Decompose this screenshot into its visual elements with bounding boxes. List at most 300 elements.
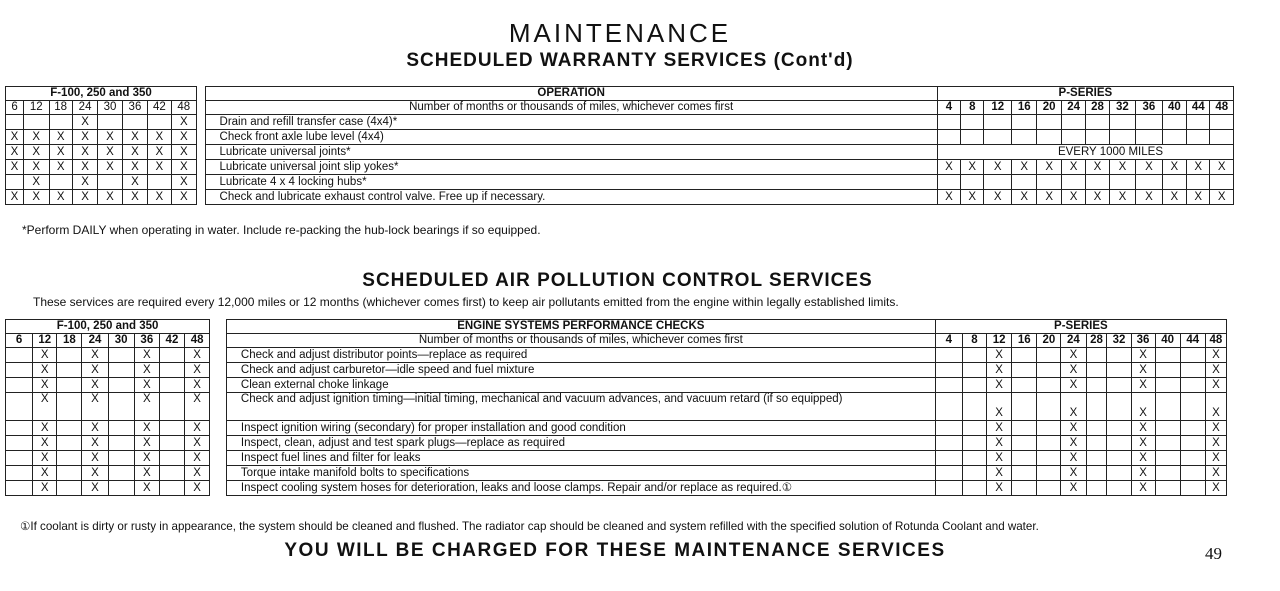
table-cell (1086, 348, 1107, 363)
table-cell: X (82, 466, 108, 481)
table-cell (122, 115, 147, 130)
pollution-left-col-header: 30 (108, 334, 134, 348)
check-label: Inspect cooling system hoses for deterioration, leaks and loose clamps. Repair and/or replace as required.① (226, 481, 935, 496)
pollution-footnote: ①If coolant is dirty or rusty in appearance, the system should be cleaned and flushed. The radiator cap should be cleaned and system refilled with the specified solution of Rotunda Coolant and water. (20, 520, 1039, 533)
table-cell: X (1187, 190, 1210, 205)
table-cell: X (1109, 190, 1136, 205)
pollution-left-col-header: 12 (33, 334, 57, 348)
table-cell: X (33, 451, 57, 466)
table-cell (1180, 421, 1205, 436)
table-cell (1012, 378, 1037, 393)
table-cell: X (185, 421, 210, 436)
table-cell (1037, 378, 1061, 393)
table-cell (1155, 393, 1180, 421)
table-cell (1155, 436, 1180, 451)
table-cell (984, 115, 1012, 130)
table-cell (6, 393, 33, 421)
table-cell: X (6, 160, 24, 175)
check-label: Inspect, clean, adjust and test spark plugs—replace as required (226, 436, 935, 451)
footer-charge-notice: YOU WILL BE CHARGED FOR THESE MAINTENANCE SERVICES (284, 540, 946, 561)
table-cell: X (49, 160, 72, 175)
table-cell (159, 466, 184, 481)
table-cell (6, 378, 33, 393)
table-cell (1107, 436, 1131, 451)
table-row (6, 160, 1234, 175)
table-cell: X (24, 160, 49, 175)
table-cell: X (1037, 190, 1061, 205)
pollution-section-title: SCHEDULED AIR POLLUTION CONTROL SERVICES (362, 270, 873, 291)
table-cell (49, 175, 72, 190)
table-cell: X (134, 348, 159, 363)
table-cell (57, 363, 82, 378)
table-cell: X (1205, 466, 1226, 481)
table-cell (108, 481, 134, 496)
table-cell (148, 175, 171, 190)
table-cell (57, 436, 82, 451)
table-cell: X (6, 145, 24, 160)
table-cell: X (72, 190, 97, 205)
table-cell (6, 436, 33, 451)
warranty-right-col-header: 8 (961, 101, 984, 115)
table-row (6, 481, 1227, 496)
table-row (6, 436, 1227, 451)
table-cell (1107, 348, 1131, 363)
table-cell (962, 348, 986, 363)
table-cell: X (148, 145, 171, 160)
table-cell (1162, 130, 1186, 145)
table-cell (1012, 436, 1037, 451)
table-cell (937, 175, 960, 190)
table-cell (1086, 451, 1107, 466)
table-cell: X (1131, 393, 1155, 421)
warranty-right-col-header: 20 (1037, 101, 1061, 115)
table-cell (57, 451, 82, 466)
table-cell: X (171, 160, 197, 175)
table-cell (962, 378, 986, 393)
table-cell: X (1109, 160, 1136, 175)
table-cell: X (6, 190, 24, 205)
pollution-left-col-header: 6 (6, 334, 33, 348)
table-cell: X (122, 145, 147, 160)
table-cell: X (24, 130, 49, 145)
table-cell (962, 421, 986, 436)
warranty-right-col-header: 4 (937, 101, 960, 115)
pollution-left-group-header: F-100, 250 and 350 (6, 320, 210, 334)
table-cell (108, 451, 134, 466)
table-row (6, 115, 1234, 130)
table-cell (1107, 393, 1131, 421)
check-label: Inspect fuel lines and filter for leaks (226, 451, 935, 466)
table-cell (1012, 466, 1037, 481)
table-cell (57, 348, 82, 363)
pollution-right-col-header: 48 (1205, 334, 1226, 348)
table-cell: X (1061, 436, 1086, 451)
check-label: Torque intake manifold bolts to specifications (226, 466, 935, 481)
table-cell: X (82, 451, 108, 466)
table-cell (1012, 393, 1037, 421)
table-cell (935, 393, 962, 421)
warranty-op-header: OPERATION (205, 87, 937, 101)
check-label: Clean external choke linkage (226, 378, 935, 393)
table-cell (1037, 421, 1061, 436)
warranty-left-col-header: 48 (171, 101, 197, 115)
table-cell: X (122, 175, 147, 190)
table-cell (1109, 115, 1136, 130)
table-cell: X (984, 160, 1012, 175)
table-cell (1180, 363, 1205, 378)
table-cell (1037, 481, 1061, 496)
table-cell (1187, 130, 1210, 145)
pollution-right-col-header: 20 (1037, 334, 1061, 348)
table-cell: X (1131, 348, 1155, 363)
table-cell: X (1086, 160, 1109, 175)
table-cell (1086, 115, 1109, 130)
table-cell: X (24, 175, 49, 190)
table-cell: X (1012, 190, 1037, 205)
pollution-left-col-header: 24 (82, 334, 108, 348)
pollution-left-col-header: 42 (159, 334, 184, 348)
table-cell: X (1131, 421, 1155, 436)
table-cell: X (82, 421, 108, 436)
table-cell: X (987, 378, 1012, 393)
table-cell (108, 378, 134, 393)
warranty-footnote: *Perform DAILY when operating in water. Include re-packing the hub-lock bearings if so equipped. (22, 223, 541, 237)
table-cell: X (987, 436, 1012, 451)
warranty-right-group-header: P-SERIES (937, 87, 1233, 101)
pollution-op-subheader: Number of months or thousands of miles, whichever comes first (226, 334, 935, 348)
table-cell (1180, 393, 1205, 421)
table-cell: X (1061, 421, 1086, 436)
table-cell: X (82, 363, 108, 378)
pollution-right-col-header: 4 (935, 334, 962, 348)
table-cell (962, 436, 986, 451)
table-cell (1180, 348, 1205, 363)
table-cell: X (185, 436, 210, 451)
table-cell: X (1210, 190, 1234, 205)
table-cell (108, 393, 134, 421)
table-cell (1061, 130, 1085, 145)
table-cell: X (82, 393, 108, 421)
table-cell: X (937, 190, 960, 205)
table-cell (98, 175, 122, 190)
table-row (6, 466, 1227, 481)
table-cell: X (185, 393, 210, 421)
table-cell (1037, 393, 1061, 421)
table-cell: X (1061, 190, 1085, 205)
table-row (6, 393, 1227, 421)
warranty-right-col-header: 12 (984, 101, 1012, 115)
table-cell (98, 115, 122, 130)
table-cell (1012, 348, 1037, 363)
table-cell: X (1086, 190, 1109, 205)
table-cell: X (98, 145, 122, 160)
table-cell: X (987, 363, 1012, 378)
operation-label: Lubricate universal joint slip yokes* (205, 160, 937, 175)
table-cell (57, 481, 82, 496)
table-cell: X (134, 436, 159, 451)
table-cell: X (148, 190, 171, 205)
table-cell (1136, 115, 1163, 130)
table-cell: X (134, 363, 159, 378)
table-cell (1107, 481, 1131, 496)
table-cell (1180, 481, 1205, 496)
table-cell: X (1131, 466, 1155, 481)
table-cell: X (1131, 436, 1155, 451)
table-cell (1136, 175, 1163, 190)
table-row (6, 190, 1234, 205)
table-cell (1180, 378, 1205, 393)
pollution-left-col-header: 36 (134, 334, 159, 348)
table-cell: X (33, 466, 57, 481)
table-cell: X (33, 348, 57, 363)
table-cell (1012, 481, 1037, 496)
warranty-left-col-header: 36 (122, 101, 147, 115)
table-cell (159, 451, 184, 466)
table-cell: X (1131, 378, 1155, 393)
pollution-op-header: ENGINE SYSTEMS PERFORMANCE CHECKS (226, 320, 935, 334)
warranty-left-group-header: F-100, 250 and 350 (6, 87, 197, 101)
table-cell (937, 115, 960, 130)
table-cell (935, 436, 962, 451)
pollution-right-col-header: 24 (1061, 334, 1086, 348)
table-cell: X (33, 421, 57, 436)
table-cell (1086, 378, 1107, 393)
pollution-right-col-header: 16 (1012, 334, 1037, 348)
table-cell: X (72, 175, 97, 190)
table-cell (1107, 363, 1131, 378)
warranty-right-col-header: 36 (1136, 101, 1163, 115)
operation-label: Lubricate universal joints* (205, 145, 937, 160)
table-cell: X (82, 348, 108, 363)
table-cell (159, 393, 184, 421)
table-cell: X (987, 393, 1012, 421)
table-cell: X (122, 190, 147, 205)
table-cell (1061, 175, 1085, 190)
table-cell (159, 436, 184, 451)
table-cell (1037, 451, 1061, 466)
table-cell (935, 481, 962, 496)
operation-label: Check and lubricate exhaust control valve. Free up if necessary. (205, 190, 937, 205)
table-cell (1187, 115, 1210, 130)
pollution-right-col-header: 28 (1086, 334, 1107, 348)
table-cell (1107, 466, 1131, 481)
table-cell (1061, 115, 1085, 130)
table-cell: X (33, 436, 57, 451)
warranty-table (5, 86, 1234, 205)
pollution-left-col-header: 48 (185, 334, 210, 348)
warranty-right-col-header: 48 (1210, 101, 1234, 115)
table-cell (1180, 466, 1205, 481)
table-cell (1210, 130, 1234, 145)
table-cell (1162, 115, 1186, 130)
table-row (6, 175, 1234, 190)
table-cell (1155, 348, 1180, 363)
table-cell (1109, 175, 1136, 190)
table-cell: X (33, 363, 57, 378)
warranty-right-col-header: 32 (1109, 101, 1136, 115)
table-cell: X (987, 348, 1012, 363)
warranty-left-col-header: 30 (98, 101, 122, 115)
table-cell: X (148, 160, 171, 175)
table-cell: X (33, 393, 57, 421)
table-cell (159, 378, 184, 393)
table-cell: X (1210, 160, 1234, 175)
warranty-right-col-header: 24 (1061, 101, 1085, 115)
table-cell (1155, 363, 1180, 378)
table-cell (159, 421, 184, 436)
table-cell: X (148, 130, 171, 145)
table-row (6, 130, 1234, 145)
pollution-right-col-header: 32 (1107, 334, 1131, 348)
table-cell (961, 175, 984, 190)
table-cell (49, 115, 72, 130)
table-cell (1037, 175, 1061, 190)
table-cell (57, 421, 82, 436)
table-cell (961, 130, 984, 145)
table-cell: X (961, 190, 984, 205)
table-cell: X (1131, 363, 1155, 378)
table-cell (935, 421, 962, 436)
table-cell (1107, 378, 1131, 393)
table-row (6, 363, 1227, 378)
pollution-right-col-header: 12 (987, 334, 1012, 348)
table-cell (1155, 466, 1180, 481)
table-cell: X (1205, 481, 1226, 496)
table-cell (1155, 421, 1180, 436)
table-cell (962, 481, 986, 496)
table-cell (935, 363, 962, 378)
table-cell (24, 115, 49, 130)
table-cell (1012, 115, 1037, 130)
table-cell: X (987, 466, 1012, 481)
table-cell: X (122, 130, 147, 145)
table-cell: X (1061, 451, 1086, 466)
table-cell: X (98, 130, 122, 145)
table-cell: X (1205, 421, 1226, 436)
table-cell (1109, 130, 1136, 145)
warranty-left-col-header: 12 (24, 101, 49, 115)
warranty-right-col-header: 16 (1012, 101, 1037, 115)
table-cell: X (1205, 393, 1226, 421)
table-cell: X (1187, 160, 1210, 175)
table-cell: X (1205, 348, 1226, 363)
table-cell (1037, 115, 1061, 130)
table-cell: X (1205, 378, 1226, 393)
warranty-left-col-header: 24 (72, 101, 97, 115)
table-cell: X (1162, 160, 1186, 175)
pollution-right-col-header: 40 (1155, 334, 1180, 348)
check-label: Check and adjust carburetor—idle speed and fuel mixture (226, 363, 935, 378)
table-cell (57, 466, 82, 481)
table-cell (1086, 481, 1107, 496)
table-cell: X (33, 378, 57, 393)
table-cell (984, 175, 1012, 190)
table-cell: X (1205, 436, 1226, 451)
table-cell (57, 378, 82, 393)
table-cell: X (1061, 466, 1086, 481)
table-cell (1180, 436, 1205, 451)
table-cell: X (49, 130, 72, 145)
pollution-left-col-header: 18 (57, 334, 82, 348)
table-cell: X (72, 145, 97, 160)
warranty-left-col-header: 42 (148, 101, 171, 115)
table-cell (1086, 363, 1107, 378)
table-cell: X (98, 190, 122, 205)
table-cell: X (1131, 451, 1155, 466)
table-cell (1037, 466, 1061, 481)
pollution-right-col-header: 36 (1131, 334, 1155, 348)
table-cell: X (1037, 160, 1061, 175)
table-cell: X (984, 190, 1012, 205)
warranty-section-title: SCHEDULED WARRANTY SERVICES (Cont'd) (406, 50, 854, 71)
table-cell: X (1061, 363, 1086, 378)
table-cell (1187, 175, 1210, 190)
check-label: Inspect ignition wiring (secondary) for proper installation and good condition (226, 421, 935, 436)
table-cell: X (1012, 160, 1037, 175)
table-cell (935, 466, 962, 481)
table-cell (6, 451, 33, 466)
table-cell (108, 436, 134, 451)
table-cell: X (1136, 190, 1163, 205)
table-cell: X (987, 451, 1012, 466)
table-cell: X (171, 130, 197, 145)
table-cell (1107, 421, 1131, 436)
table-cell: X (134, 451, 159, 466)
table-cell: X (1205, 363, 1226, 378)
table-row (6, 378, 1227, 393)
table-cell: X (987, 421, 1012, 436)
table-cell: X (82, 378, 108, 393)
table-cell (1210, 115, 1234, 130)
table-cell: X (72, 130, 97, 145)
table-cell (108, 363, 134, 378)
table-cell (935, 451, 962, 466)
table-cell (1162, 175, 1186, 190)
table-cell: X (82, 436, 108, 451)
warranty-right-col-header: 44 (1187, 101, 1210, 115)
table-row (6, 421, 1227, 436)
table-cell (1012, 363, 1037, 378)
table-cell: X (171, 190, 197, 205)
table-cell: X (1061, 348, 1086, 363)
table-cell (159, 363, 184, 378)
table-cell: X (82, 481, 108, 496)
table-cell: X (24, 145, 49, 160)
table-cell: X (185, 348, 210, 363)
table-cell: X (1131, 481, 1155, 496)
check-label: Check and adjust ignition timing—initial timing, mechanical and vacuum advances, and vacuum retard (if so equipped) (226, 393, 935, 421)
table-cell (937, 130, 960, 145)
table-cell (148, 115, 171, 130)
table-cell (1155, 481, 1180, 496)
warranty-op-subheader: Number of months or thousands of miles, whichever comes first (205, 101, 937, 115)
table-cell: X (185, 466, 210, 481)
table-cell: X (49, 145, 72, 160)
table-cell: X (134, 466, 159, 481)
table-cell (1155, 451, 1180, 466)
table-cell (962, 393, 986, 421)
table-cell: X (134, 481, 159, 496)
page-number: 49 (1205, 544, 1222, 563)
table-cell: X (1061, 393, 1086, 421)
table-cell (1037, 363, 1061, 378)
check-label: Check and adjust distributor points—replace as required (226, 348, 935, 363)
table-cell (1037, 348, 1061, 363)
table-cell: X (98, 160, 122, 175)
table-cell (1037, 130, 1061, 145)
table-cell: X (185, 363, 210, 378)
table-cell: X (72, 160, 97, 175)
